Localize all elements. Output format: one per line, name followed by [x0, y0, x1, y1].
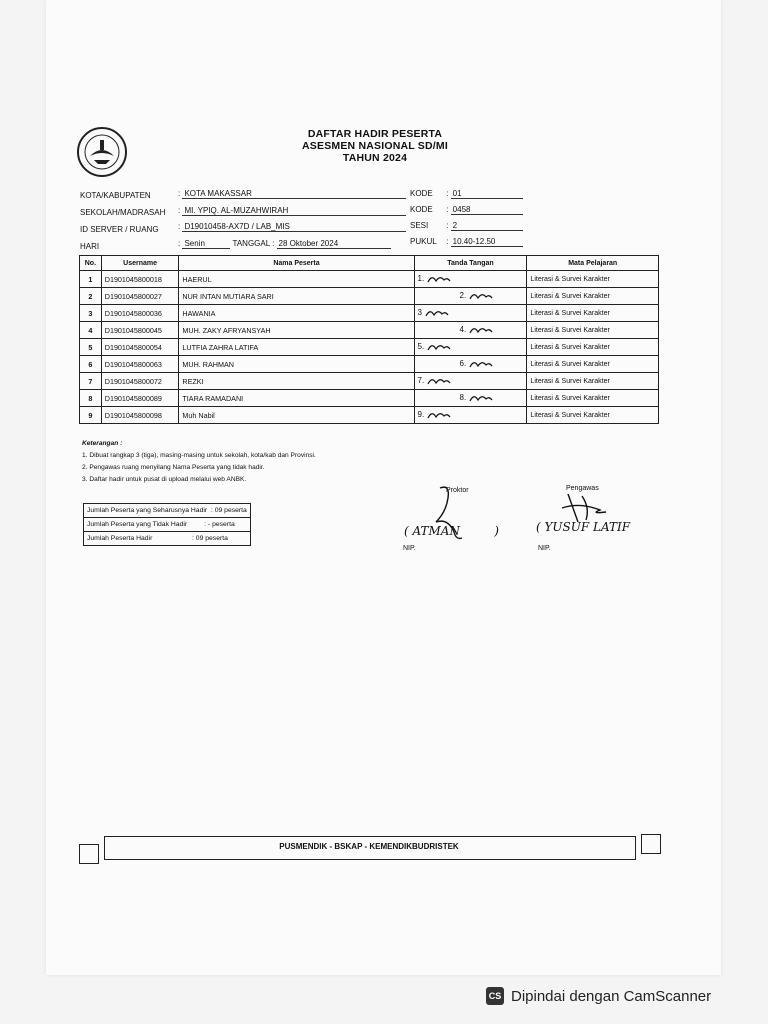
table-row	[80, 305, 659, 322]
footer-text: PUSMENDIK - BSKAP - KEMENDIKBUDRISTEK	[279, 842, 459, 851]
cell-mata-pelajaran: Literasi & Survei Karakter	[527, 407, 659, 424]
cell-username: D1901045800063	[101, 356, 179, 373]
signature-number: 5.	[417, 342, 425, 352]
cell-nama: MUH. ZAKY AFRYANSYAH	[179, 322, 414, 339]
notes	[82, 438, 316, 486]
cell-nama: HAERUL	[179, 271, 414, 288]
pengawas-name: ( YUSUF LATIF	[536, 520, 631, 534]
table-row	[80, 356, 659, 373]
summary-label: Jumlah Peserta Hadir : 09 peserta	[84, 532, 251, 546]
cell-no: 2	[80, 288, 102, 305]
table-row	[80, 339, 659, 356]
cell-username: D1901045800018	[101, 271, 179, 288]
header-username: Username	[101, 256, 179, 271]
participant-signature	[424, 307, 450, 319]
footer-square-left	[79, 844, 99, 864]
info-kode-2: KODE : 0458	[410, 205, 523, 215]
cell-signature	[414, 407, 527, 424]
cell-nama: REZKI	[179, 373, 414, 390]
cell-no: 6	[80, 356, 102, 373]
participant-signature	[426, 273, 452, 285]
header-tanda-tangan: Tanda Tangan	[414, 256, 527, 271]
info-sesi: SESI : 2	[410, 221, 523, 231]
proktor-nip-label: NIP.	[403, 545, 416, 552]
pukul-value: 10.40-12.50	[451, 237, 523, 247]
tut-wuri-handayani-logo	[76, 126, 128, 178]
info-hari-value: : Senin TANGGAL : 28 Oktober 2024	[178, 239, 391, 249]
cell-username: D1901045800027	[101, 288, 179, 305]
proktor-label: Proktor	[446, 487, 469, 494]
header-mata-pelajaran: Mata Pelajaran	[527, 256, 659, 271]
cell-signature	[414, 390, 527, 407]
proktor-name: ( ATMAN )	[404, 524, 499, 538]
cell-mata-pelajaran: Literasi & Survei Karakter	[527, 373, 659, 390]
title-line-1: DAFTAR HADIR PESERTA	[307, 128, 443, 140]
cell-signature	[414, 305, 527, 322]
cell-signature	[414, 373, 527, 390]
cell-mata-pelajaran: Literasi & Survei Karakter	[527, 305, 659, 322]
info-kota	[80, 191, 151, 200]
signature-number: 1.	[417, 274, 425, 284]
info-pukul: PUKUL : 10.40-12.50	[410, 237, 523, 247]
summary-row	[84, 532, 251, 546]
signature-number: 9.	[417, 410, 425, 420]
cell-mata-pelajaran: Literasi & Survei Karakter	[527, 288, 659, 305]
cell-no: 8	[80, 390, 102, 407]
note-item: 2. Pengawas ruang menyilang Nama Peserta yang tidak hadir.	[82, 464, 265, 471]
cell-nama: MUH. RAHMAN	[179, 356, 414, 373]
signature-number: 6.	[459, 359, 467, 369]
cell-mata-pelajaran: Literasi & Survei Karakter	[527, 390, 659, 407]
cell-signature	[414, 339, 527, 356]
cell-no: 3	[80, 305, 102, 322]
cell-signature	[414, 356, 527, 373]
cell-signature	[414, 288, 527, 305]
title-line-2: ASESMEN NASIONAL SD/MI	[302, 140, 448, 152]
participant-signature	[468, 392, 494, 404]
summary-unit: peserta	[212, 521, 235, 528]
table-row	[80, 407, 659, 424]
table-row	[80, 288, 659, 305]
signature-number: 2.	[459, 291, 467, 301]
cell-no: 1	[80, 271, 102, 288]
sesi-label: SESI	[410, 221, 429, 230]
footer-square-right	[641, 834, 661, 854]
summary-value: -	[207, 521, 211, 528]
note-item: 1. Dibuat rangkap 3 (tiga), masing-masing untuk sekolah, kota/kab dan Provinsi.	[82, 452, 316, 459]
participant-signature	[468, 324, 494, 336]
cell-username: D1901045800045	[101, 322, 179, 339]
server-value: D19010458-AX7D / LAB_MIS	[182, 222, 406, 232]
cell-username: D1901045800089	[101, 390, 179, 407]
kode1-label: KODE	[410, 189, 433, 198]
tanggal-value: 28 Oktober 2024	[277, 239, 391, 249]
sekolah-value: MI. YPIQ. AL-MUZAHWIRAH	[182, 206, 406, 216]
summary-label: Jumlah Peserta yang Tidak Hadir : - peserta	[84, 518, 251, 532]
cell-no: 7	[80, 373, 102, 390]
tanggal-label: TANGGAL	[232, 239, 270, 248]
cell-mata-pelajaran: Literasi & Survei Karakter	[527, 271, 659, 288]
table-row	[80, 322, 659, 339]
cell-no: 9	[80, 407, 102, 424]
pengawas-nip-label: NIP.	[538, 545, 551, 552]
pengawas-label: Pengawas	[566, 485, 599, 492]
info-server-value: : D19010458-AX7D / LAB_MIS	[178, 222, 406, 232]
info-hari	[80, 242, 99, 251]
summary-row	[84, 504, 251, 518]
camscanner-text: Dipindai dengan CamScanner	[511, 987, 712, 1005]
hari-value: Senin	[182, 239, 230, 249]
cell-no: 4	[80, 322, 102, 339]
document-title	[250, 128, 500, 164]
sekolah-label: SEKOLAH/MADRASAH	[80, 208, 166, 217]
table-row	[80, 271, 659, 288]
pukul-label: PUKUL	[410, 237, 437, 246]
camscanner-icon: CS	[486, 987, 504, 1005]
title-line-3: TAHUN 2024	[342, 152, 408, 164]
participant-signature	[426, 409, 452, 421]
cell-nama: TIARA RAMADANI	[179, 390, 414, 407]
attendance-table	[79, 255, 659, 424]
info-kota-value: : KOTA MAKASSAR	[178, 189, 406, 199]
summary-value: 09	[214, 507, 223, 514]
cell-username: D1901045800036	[101, 305, 179, 322]
summary-label: Jumlah Peserta yang Seharusnya Hadir : 09 peserta	[84, 504, 251, 518]
summary-unit: peserta	[205, 535, 228, 542]
kota-value: KOTA MAKASSAR	[182, 189, 406, 199]
signature-number: 8.	[459, 393, 467, 403]
summary-table	[83, 503, 251, 546]
cell-signature	[414, 271, 527, 288]
signature-number: 3	[417, 308, 422, 318]
table-row	[80, 390, 659, 407]
cell-mata-pelajaran: Literasi & Survei Karakter	[527, 356, 659, 373]
cell-signature	[414, 322, 527, 339]
cell-nama: LUTFIA ZAHRA LATIFA	[179, 339, 414, 356]
sesi-value: 2	[451, 221, 523, 231]
participant-signature	[426, 341, 452, 353]
cell-mata-pelajaran: Literasi & Survei Karakter	[527, 322, 659, 339]
cell-nama: Muh Nabil	[179, 407, 414, 424]
kode2-label: KODE	[410, 205, 433, 214]
cell-username: D1901045800054	[101, 339, 179, 356]
table-header-row	[80, 256, 659, 271]
header-nama: Nama Peserta	[179, 256, 414, 271]
info-sekolah	[80, 208, 165, 217]
info-server	[80, 225, 159, 234]
camscanner-watermark	[486, 987, 711, 1005]
participant-signature	[426, 375, 452, 387]
info-kode-1: KODE : 01	[410, 189, 523, 199]
cell-no: 5	[80, 339, 102, 356]
info-sekolah-value: : MI. YPIQ. AL-MUZAHWIRAH	[178, 206, 406, 216]
summary-value: 09	[195, 535, 204, 542]
table-row	[80, 373, 659, 390]
kode1-value: 01	[451, 189, 523, 199]
hari-label: HARI	[80, 242, 100, 251]
cell-nama: HAWANIA	[179, 305, 414, 322]
cell-mata-pelajaran: Literasi & Survei Karakter	[527, 339, 659, 356]
summary-row	[84, 518, 251, 532]
server-label: ID SERVER / RUANG	[80, 225, 159, 234]
participant-signature	[468, 290, 494, 302]
cell-username: D1901045800072	[101, 373, 179, 390]
participant-signature	[468, 358, 494, 370]
cell-username: D1901045800098	[101, 407, 179, 424]
cell-nama: NUR INTAN MUTIARA SARI	[179, 288, 414, 305]
signature-number: 4.	[459, 325, 467, 335]
notes-heading: Keterangan :	[82, 440, 123, 447]
summary-unit: peserta	[224, 507, 247, 514]
kota-label: KOTA/KABUPATEN	[80, 191, 151, 200]
note-item: 3. Daftar hadir untuk pusat di upload melalui web ANBK.	[82, 476, 247, 483]
header-no: No.	[80, 256, 102, 271]
kode2-value: 0458	[451, 205, 523, 215]
signature-number: 7.	[417, 376, 425, 386]
